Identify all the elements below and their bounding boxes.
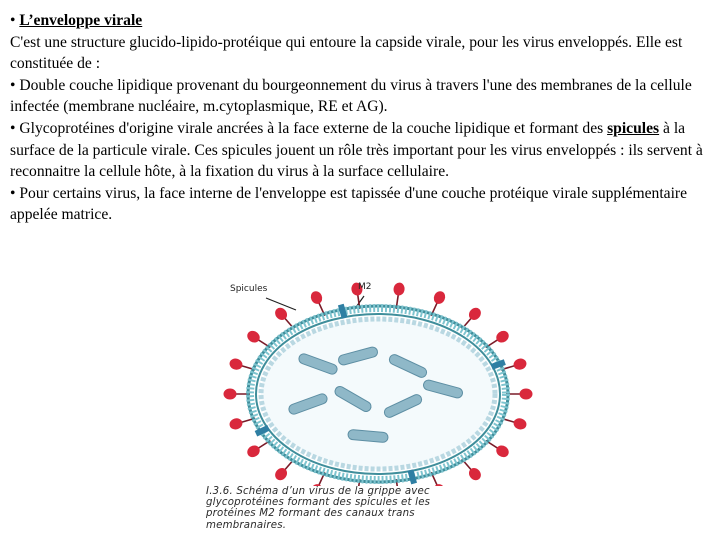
virus-body	[224, 282, 533, 486]
spike-head	[512, 417, 528, 431]
spike-head	[494, 329, 511, 345]
section-heading: L’enveloppe virale	[19, 12, 143, 29]
figure-caption	[206, 486, 552, 531]
heading-line	[10, 10, 712, 32]
caption-line-2: glycoprotéines formant des spicules et les	[206, 497, 431, 509]
point-matrix: • Pour certains virus, la face interne de l'enveloppe est tapissée d'une couche protéique virale supplémentaire appelée matrice.	[10, 184, 688, 224]
point2-text-a: • Glycoprotéines d'origine virale ancrées à la face externe de la couche lipidique et formant des	[10, 119, 608, 137]
spike-head	[245, 329, 262, 345]
spicules-term: spicules	[607, 119, 660, 137]
spike-head	[512, 357, 528, 371]
caption-line-1: I.3.6. Schéma d’un virus de la grippe avec	[206, 486, 430, 497]
spike-head	[494, 443, 511, 459]
caption-line-4: membranaires.	[206, 519, 287, 531]
spike-head	[228, 357, 244, 371]
m2-label: M2	[358, 282, 372, 292]
point-glycoproteins	[10, 118, 712, 183]
point2-text-b: à la surface de la particule virale. Ces spicules jouent un rôle très important pour les virus enveloppés : ils servent à reconnaitre la cellule hôte, à la fixation du virus à la surface cellulaire.	[10, 119, 703, 181]
spike-head	[245, 443, 262, 459]
spike-head	[224, 389, 237, 400]
heading-bullet: •	[10, 12, 20, 29]
spike-head	[228, 417, 244, 431]
influenza-virus-diagram	[204, 276, 552, 486]
spike-head	[393, 282, 406, 296]
point-lipid-bilayer: • Double couche lipidique provenant du bourgeonnement du virus à travers l'une des membranes de la cellule infectée (membrane nucléaire, m.cytoplasmique, RE et AG).	[10, 76, 692, 116]
document-text	[10, 10, 712, 226]
spicules-label: Spicules	[230, 284, 268, 294]
spike-head	[520, 389, 533, 400]
spike-head	[432, 289, 447, 305]
intro-paragraph: C'est une structure glucido-lipido-protéique qui entoure la capside virale, pour les virus enveloppés. Elle est constituée de :	[10, 33, 683, 73]
caption-line-3: protéines M2 formant des canaux trans	[206, 508, 415, 520]
spike-head	[309, 289, 324, 305]
